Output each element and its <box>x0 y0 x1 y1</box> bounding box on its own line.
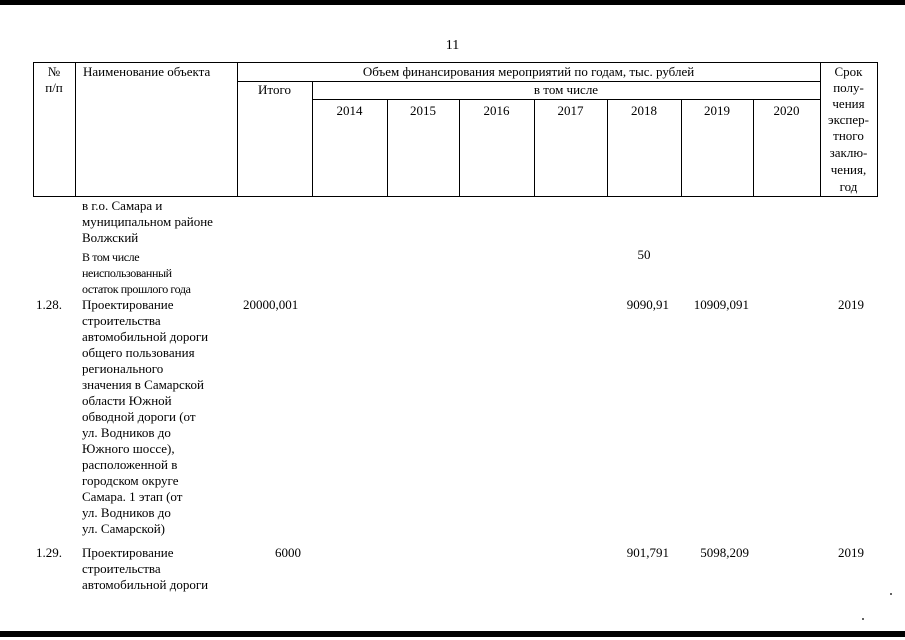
grid-line <box>312 81 313 197</box>
grid-line <box>877 62 878 197</box>
top-border <box>0 0 905 5</box>
header-year: 2015 <box>410 103 436 118</box>
note-line: В том числе <box>82 250 140 264</box>
cell-total: 20000,001 <box>243 297 299 312</box>
name-line: Проектирование <box>82 545 174 560</box>
name-line: строительства <box>82 561 161 576</box>
row-number: 1.28. <box>36 297 62 312</box>
cell-deadline: 2019 <box>838 297 864 312</box>
grid-line <box>33 196 877 197</box>
name-line: области Южной <box>82 393 172 408</box>
cell-2019: 10909,091 <box>693 297 749 312</box>
name-line: автомобильной дороги <box>82 329 209 344</box>
header-deadline-line: тного <box>833 128 864 143</box>
header-year: 2020 <box>773 103 800 118</box>
header-deadline-line: год <box>839 179 858 194</box>
header-year: 2019 <box>704 103 730 118</box>
header-year: 2014 <box>336 103 363 118</box>
header-year: 2018 <box>631 103 657 118</box>
header-year: 2017 <box>557 103 584 118</box>
header-financing: Объем финансирования мероприятий по годам, тыс. рублей <box>362 64 695 79</box>
name-line: Южного шоссе), <box>82 441 175 456</box>
name-line: муниципальном районе <box>82 214 213 229</box>
name-line: расположенной в <box>82 457 178 472</box>
name-line: в г.о. Самара и <box>82 198 163 213</box>
page-number: 11 <box>445 38 460 53</box>
name-line: ул. Водников до <box>82 425 171 440</box>
cell-2018: 901,791 <box>626 545 669 560</box>
header-deadline-line: чения <box>832 96 865 111</box>
name-line: Самара. 1 этап (от <box>82 489 183 504</box>
name-line: городском округе <box>82 473 179 488</box>
header-deadline-line: Срок <box>834 64 863 79</box>
header-name: Наименование объекта <box>83 64 211 79</box>
grid-line <box>312 99 820 100</box>
header-deadline-line: экспер- <box>828 112 869 127</box>
cell-2018: 50 <box>637 247 651 262</box>
name-line: автомобильной дороги <box>82 577 209 592</box>
row-number: 1.29. <box>36 545 62 560</box>
grid-line <box>33 62 877 63</box>
header-deadline-line: заклю- <box>829 145 868 160</box>
name-line: регионального <box>82 361 164 376</box>
cell-2018: 9090,91 <box>626 297 669 312</box>
name-line: Волжский <box>82 230 139 245</box>
note-line: остаток прошлого года <box>82 282 191 296</box>
header-total: Итого <box>258 82 291 97</box>
cell-2019: 5098,209 <box>700 545 749 560</box>
name-line: общего пользования <box>82 345 195 360</box>
cell-total: 6000 <box>275 545 301 560</box>
name-line: строительства <box>82 313 161 328</box>
bottom-border <box>0 631 905 637</box>
name-line: ул. Самарской) <box>82 521 165 536</box>
name-line: Проектирование <box>82 297 174 312</box>
name-line: значения в Самарской <box>82 377 204 392</box>
cell-deadline: 2019 <box>838 545 864 560</box>
header-year: 2016 <box>483 103 510 118</box>
header-deadline-line: чения, <box>830 162 867 177</box>
grid-line <box>75 62 76 197</box>
note-line: неиспользованный <box>82 266 172 280</box>
name-line: ул. Водников до <box>82 505 171 520</box>
header-deadline-line: полу- <box>833 80 864 95</box>
header-num: № <box>47 64 61 79</box>
name-line: обводной дороги (от <box>82 409 196 424</box>
header-num-sub: п/п <box>45 80 63 95</box>
scan-speck <box>862 618 864 620</box>
scan-speck <box>890 593 892 595</box>
header-including: в том числе <box>533 82 599 97</box>
